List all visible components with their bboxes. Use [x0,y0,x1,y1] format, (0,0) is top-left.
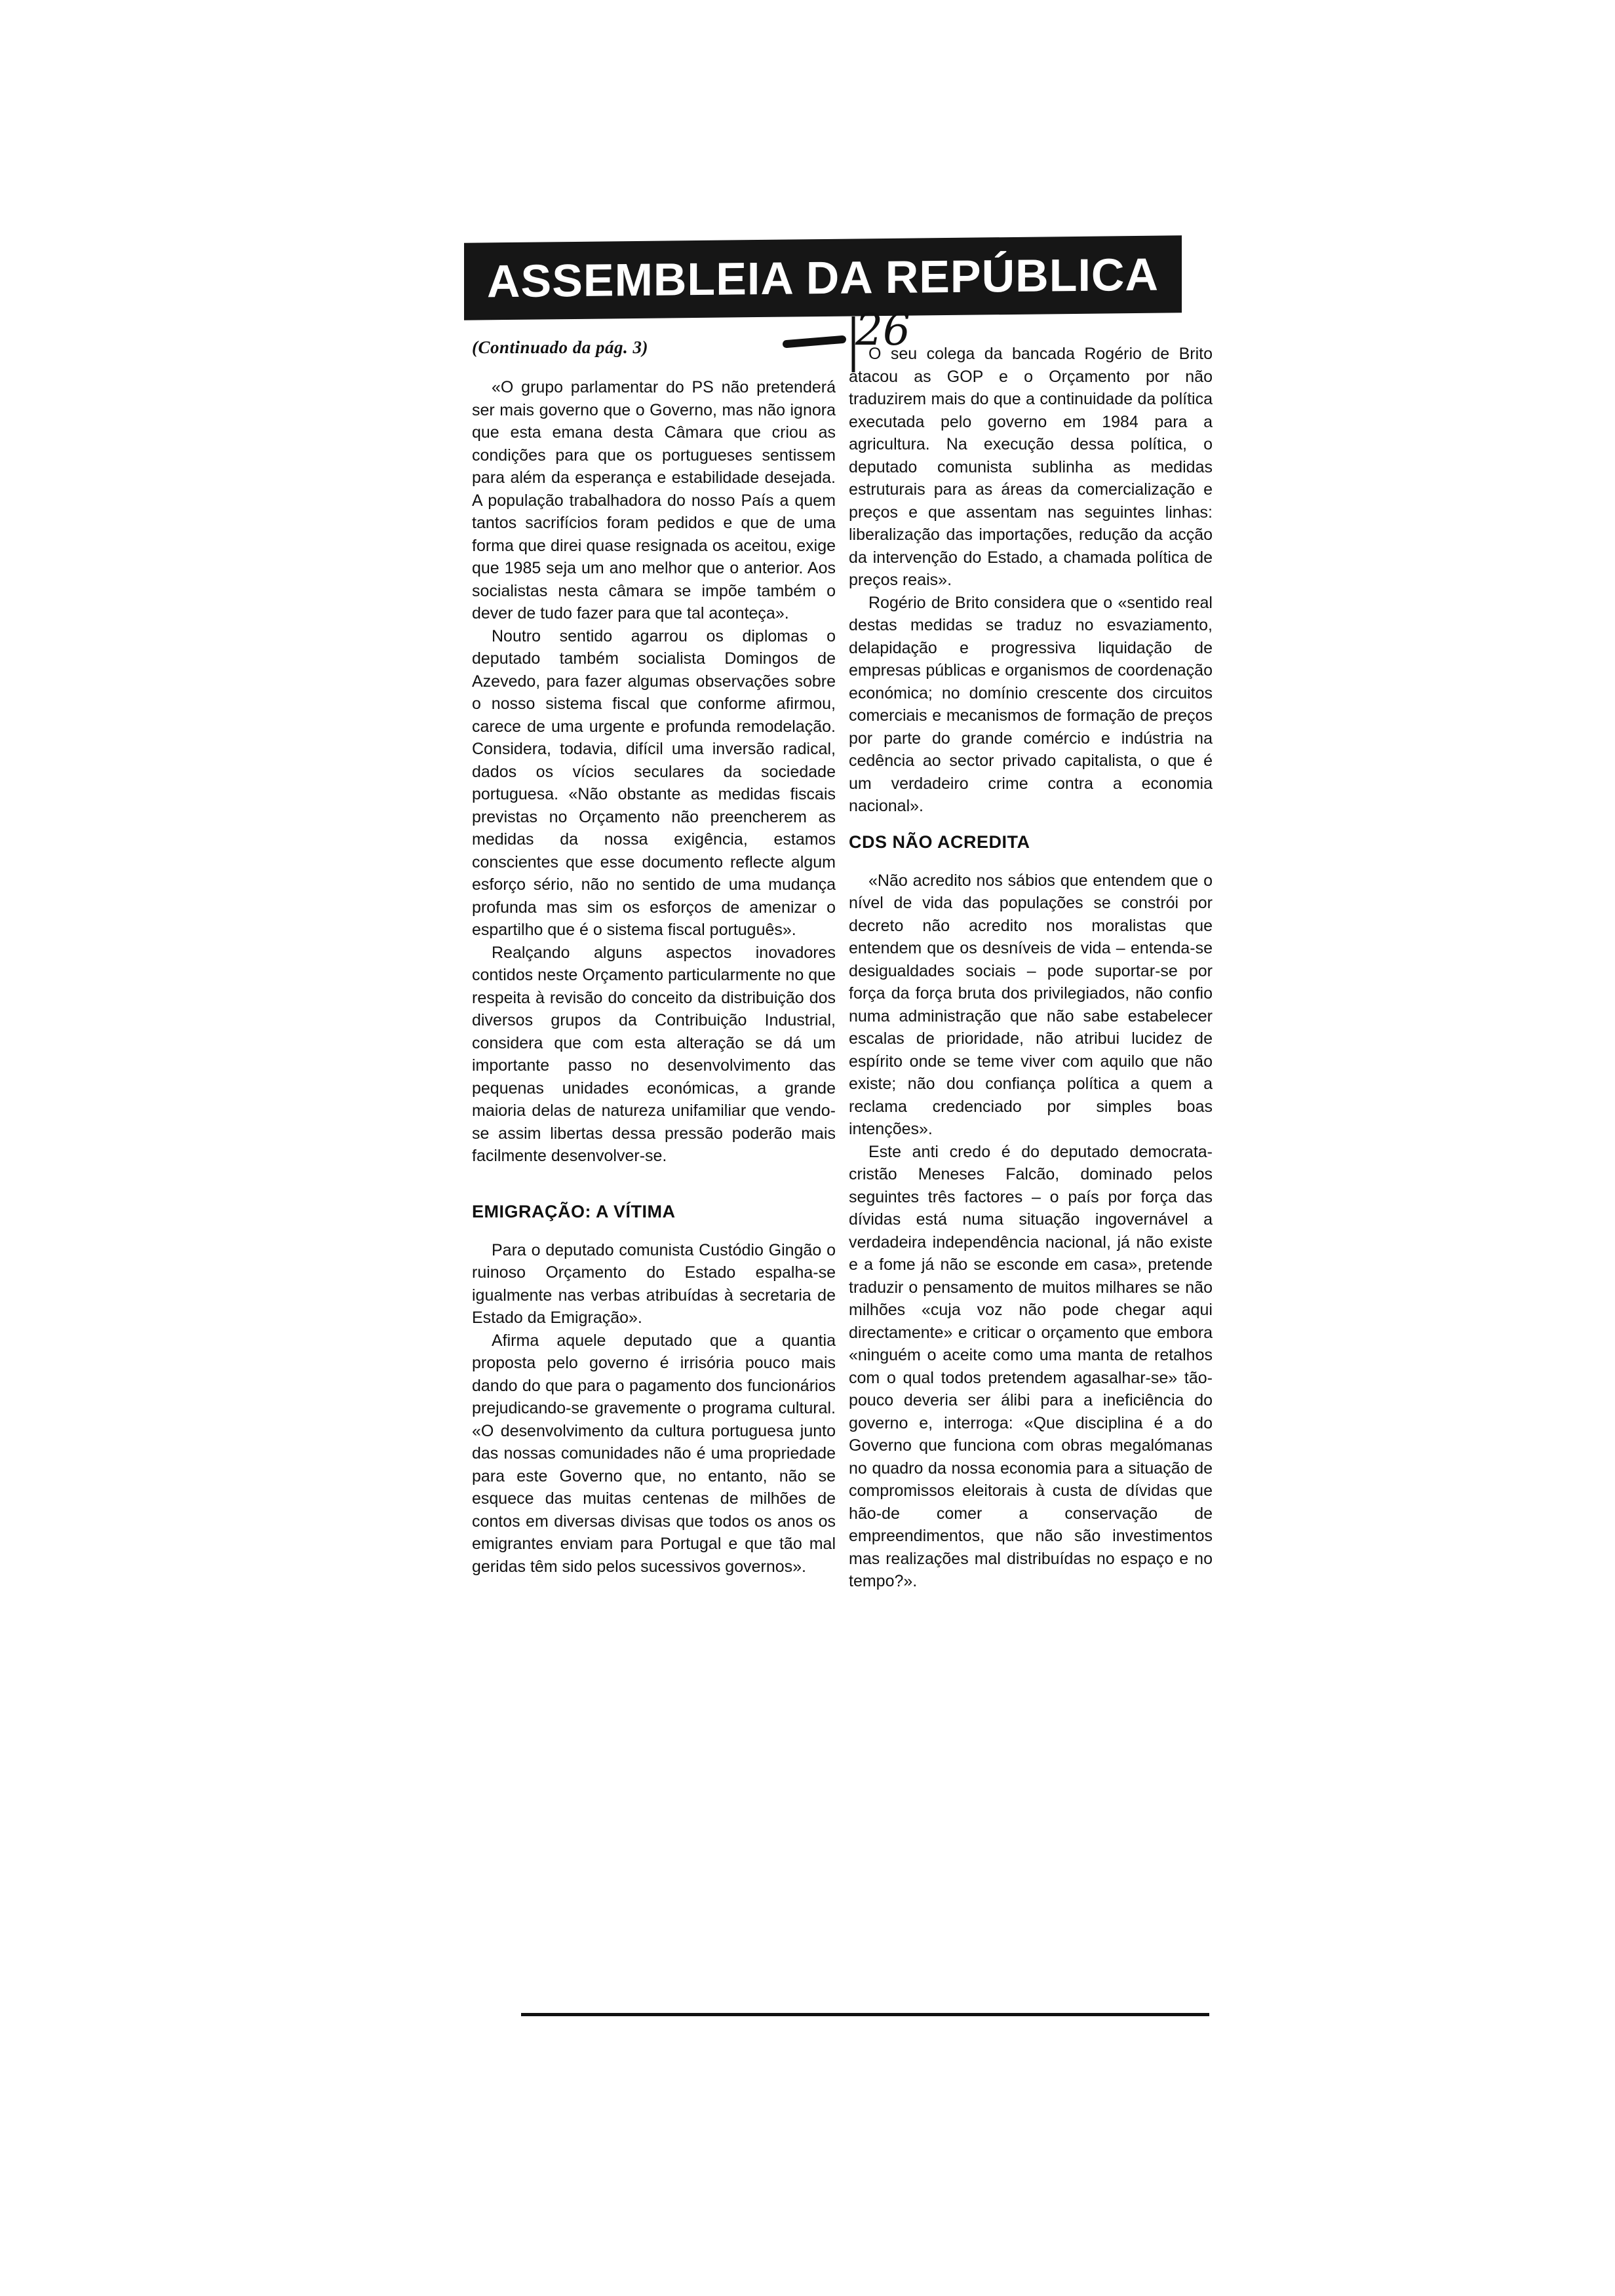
closing-rule [521,2013,1209,2016]
paragraph: Noutro sentido agarrou os diplomas o deputado também socialista Domingos de Azevedo, para fazer algumas observações sobre o nosso sistema fiscal que conforme afirmou, carece de uma urgente e profunda remodelação. Considera, todavia, difícil uma inversão radical, dados os vícios seculares da sociedade portuguesa. «Não obstante as medidas fiscais previstas no Orçamento não preencherem as medidas da nossa exigência, estamos conscientes que esse documento reflecte algum esforço sério, não no sentido de uma mudança profunda mas sim os esforços de amenizar o espartilho que é o sistema fiscal português». [472,626,836,939]
paragraph: «Não acredito nos sábios que entendem que o nível de vida das populações se constrói por decreto não acredito nos moralistas que entendem que os desníveis de vida – entenda-se desigualdades sociais – pode suportar-se por força da força bruta dos privilegiados, não confio numa administração que não sabe estabelecer escalas de prioridade, não atribui lucidez de espírito onde se teme viver com aquilo que não existe; não dou confiança política a quem a reclama credenciado por simples boas intenções». [849,871,1213,1138]
paragraph: Realçando alguns aspectos inovadores contidos neste Orçamento particularmente no que respeita à revisão do conceito da distribuição dos diversos grupos da Contribuição Industrial, considera que com esta alteração se dá um importante passo no desenvolvimento das pequenas unidades económicas, a grande maioria delas de natureza unifamiliar que vendo-se assim libertas dessa pressão poderão mais facilmente desenvolver-se. [472,943,836,1165]
continued-note: (Continuado da pág. 3) [472,337,649,357]
right-column [849,337,1213,1593]
paragraph: Para o deputado comunista Custódio Gingão o ruinoso Orçamento do Estado espalha-se igualmente nas verbas atribuídas à secretaria de Estado da Emigração». [472,1240,836,1327]
paragraph: Afirma aquele deputado que a quantia proposta pelo governo é irrisória pouco mais dando do que para o pagamento dos funcionários prejudicando-se gravemente o programa cultural. «O desenvolvimento da cultura portuguesa junto das nossas comunidades não é uma propriedade para este Governo que, no entanto, não se esquece das muitas centenas de milhões de contos em diversas divisas que todos os anos os emigrantes enviam para Portugal e que tão mal geridas têm sido pelos sucessivos governos». [472,1331,836,1576]
paragraph: O seu colega da bancada Rogério de Brito atacou as GOP e o Orçamento por não traduzirem mais do que a continuidade da política executada pelo governo em 1984 para a agricultura. Na execução dessa política, o deputado comunista sublinha as medidas estruturais para as áreas da comercialização e preços e que assentam nas seguintes linhas: liberalização das importações, redução da acção da intervenção do Estado, a chamada política de preços reais». [849,345,1213,589]
left-column [472,337,836,1578]
paragraph: «O grupo parlamentar do PS não pretenderá ser mais governo que o Governo, mas não ignora que esta emana desta Câmara que criou as condições para que os portugueses sentissem para além da esperança e estabilidade desejada. A população trabalhadora do nosso País a quem tantos sacrifícios foram pedidos e que de uma forma que direi quase resignada os aceitou, exige que 1985 seja um ano melhor que o anterior. Aos socialistas nesta câmara se impõe também o dever de tudo fazer para que tal aconteça». [472,378,836,622]
handwritten-number: 26 [855,305,910,355]
masthead: ASSEMBLEIA DA REPÚBLICA [464,235,1182,320]
section-heading-cds: CDS NÃO ACREDITA [849,832,1030,852]
section-heading-emigracao: EMIGRAÇÃO: A VÍTIMA [472,1201,676,1221]
newspaper-clipping [459,233,1213,2074]
paragraph: Este anti credo é do deputado democrata-cristão Meneses Falcão, dominado pelos seguintes três factores – o país por força das dívidas está numa situação ingovernável a verdadeira independência nacional, já não existe e a fome já não se esconde em casa», pretende traduzir o pensamento de muitos milhares se não milhões «cuja voz não pode chegar aqui directamente» e criticar o orçamento que embora «ninguém o aceite como uma manta de retalhos com o qual todos pretendem agasalhar-se» tão-pouco deveria ser álibi para a ineficiência do governo e, interroga: «Que disciplina é a do Governo que funciona com obras megalómanas no quadro da nossa economia para a situação de compromissos eleitorais à custa de dívidas que hão-de comer a conservação de empreendimentos, que não são investimentos mas realizações mal distribuídas no espaço e no tempo?». [849,1142,1213,1590]
paragraph: Rogério de Brito considera que o «sentido real destas medidas se traduz no esvaziamento, delapidação e progressiva liquidação de empresas públicas e organismos de coordenação económica; no domínio crescente dos circuitos comerciais e mecanismos de formação de preços por parte do grande comércio e indústria na cedência ao sector privado capitalista, o que é um verdadeiro crime contra a economia nacional». [849,593,1213,815]
